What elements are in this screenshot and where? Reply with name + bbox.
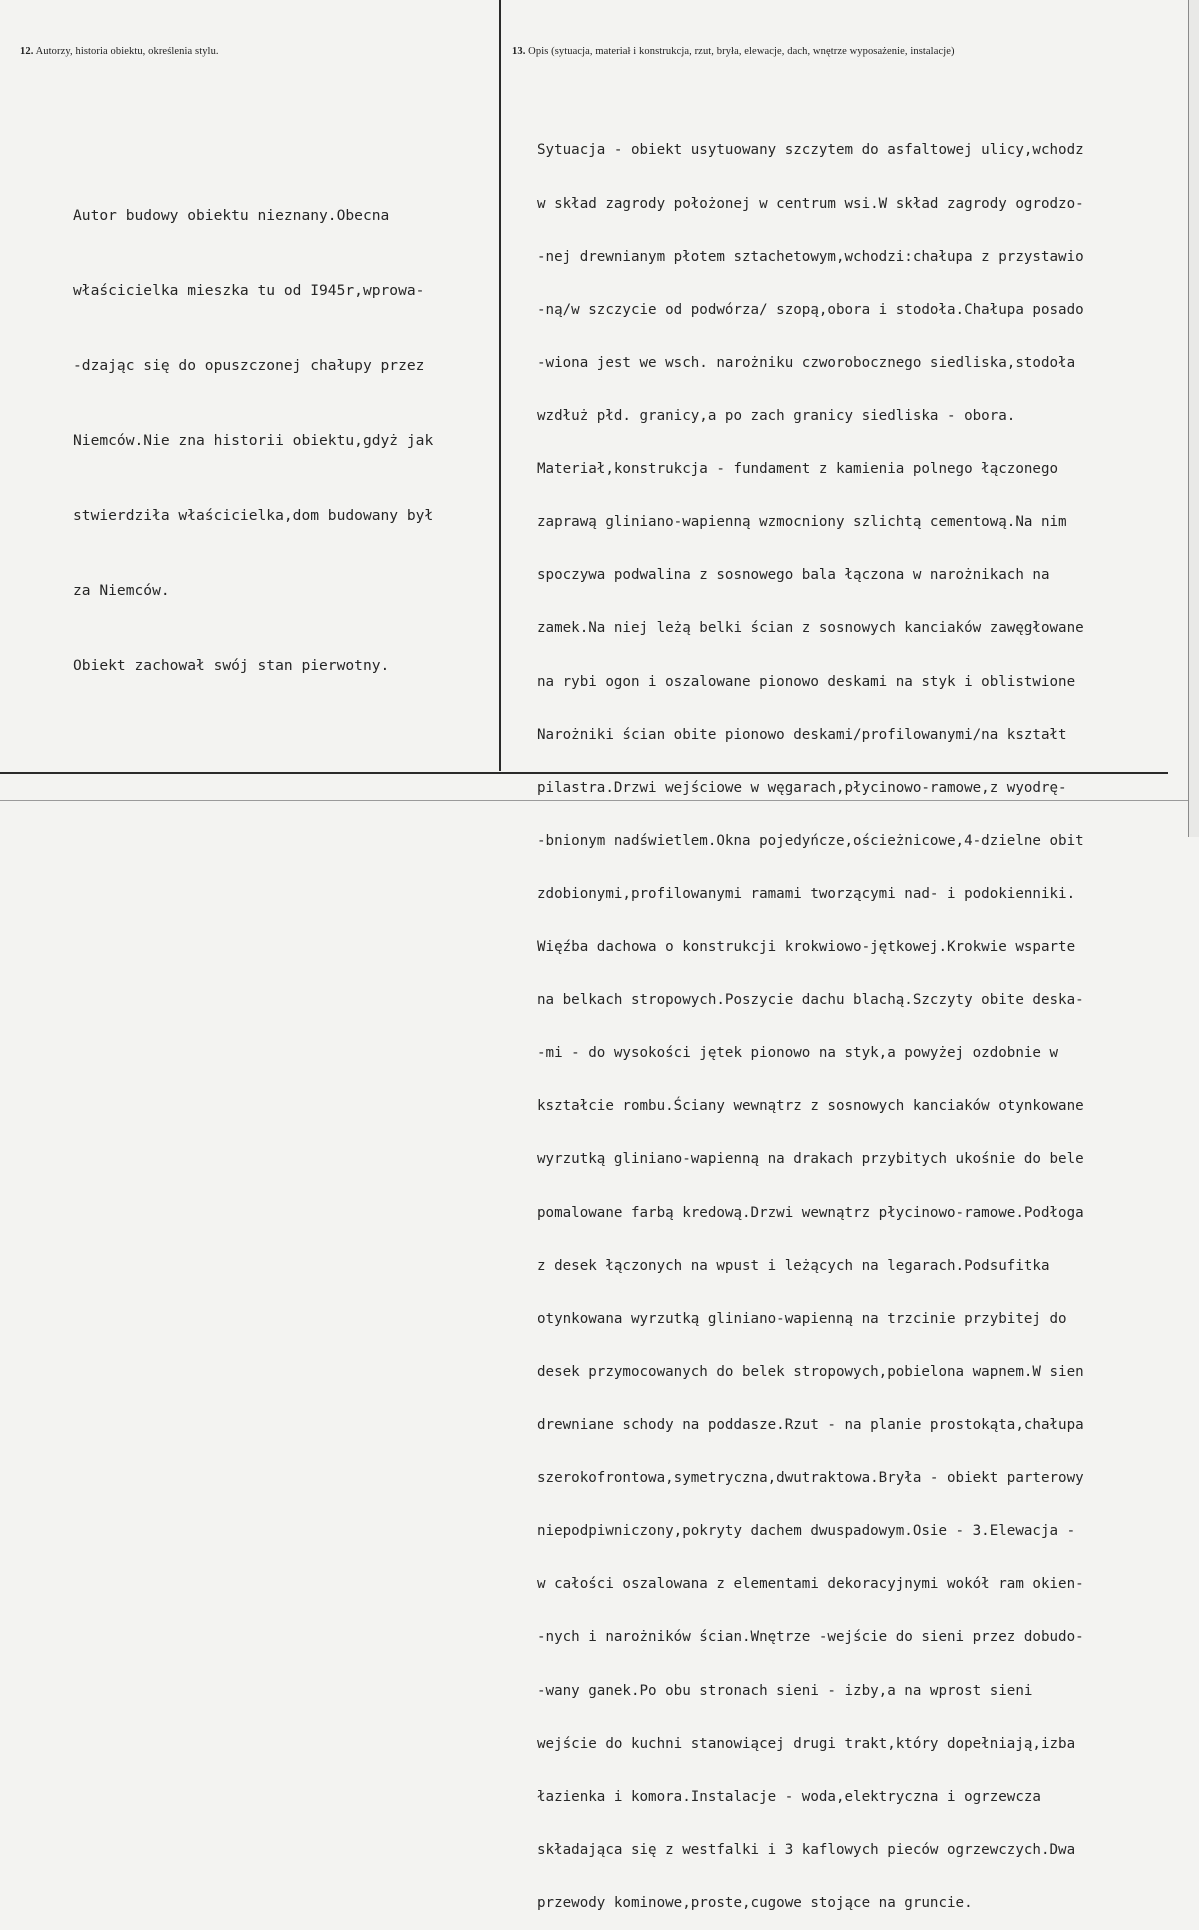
text-line: właścicielka mieszka tu od I945r,wprowa- bbox=[73, 282, 425, 299]
section-13-title: Opis (sytuacja, materiał i konstrukcja, rzut, bryła, elewacje, dach, wnętrze wyposażenie, instalacje) bbox=[528, 46, 955, 57]
text-line: zamek.Na niej leżą belki ścian z sosnowych kanciaków zawęgłowane bbox=[537, 620, 1084, 637]
text-line: szerokofrontowa,symetryczna,dwutraktowa.Bryła - obiekt parterowy bbox=[537, 1470, 1084, 1487]
text-line: Autor budowy obiektu nieznany.Obecna bbox=[73, 207, 390, 224]
text-line: Sytuacja - obiekt usytuowany szczytem do asfaltowej ulicy,wchodz bbox=[537, 142, 1084, 159]
text-line: drewniane schody na poddasze.Rzut - na planie prostokąta,chałupa bbox=[537, 1417, 1084, 1434]
text-line: spoczywa podwalina z sosnowego bala łączona w narożnikach na bbox=[537, 567, 1050, 584]
text-line: -dzając się do opuszczonej chałupy przez bbox=[73, 357, 425, 374]
text-line: Niemców.Nie zna historii obiektu,gdyż jak bbox=[73, 432, 434, 449]
page-edge bbox=[1188, 0, 1199, 837]
text-line: zaprawą gliniano-wapienną wzmocniony szlichtą cementową.Na nim bbox=[537, 514, 1067, 531]
text-line: w skład zagrody położonej w centrum wsi.W skład zagrody ogrodzo- bbox=[537, 195, 1084, 212]
text-line: Materiał,konstrukcja - fundament z kamienia polnego łączonego bbox=[537, 461, 1059, 478]
text-line: pomalowane farbą kredową.Drzwi wewnątrz płycinowo-ramowe.Podłoga bbox=[537, 1204, 1084, 1221]
text-line: -mi - do wysokości jętek pionowo na styk,a powyżej ozdobnie w bbox=[537, 1045, 1059, 1062]
text-line: za Niemców. bbox=[73, 582, 170, 599]
text-line: w całości oszalowana z elementami dekoracyjnymi wokół ram okien- bbox=[537, 1576, 1084, 1593]
text-line: na rybi ogon i oszalowane pionowo deskami na styk i oblistwione bbox=[537, 673, 1076, 690]
text-line: -bnionym nadświetlem.Okna pojedyńcze,ościeżnicowe,4-dzielne obit bbox=[537, 832, 1084, 849]
section-13-heading bbox=[512, 46, 955, 57]
section-13-number: 13. bbox=[512, 46, 526, 57]
text-line: stwierdziła właścicielka,dom budowany był bbox=[73, 507, 434, 524]
text-line: składająca się z westfalki i 3 kaflowych pieców ogrzewczych.Dwa bbox=[537, 1841, 1076, 1858]
text-line: Narożniki ścian obite pionowo deskami/profilowanymi/na kształt bbox=[537, 726, 1067, 743]
text-line: zdobionymi,profilowanymi ramami tworzącymi nad- i podokienniki. bbox=[537, 885, 1076, 902]
section-12-title: Autorzy, historia obiektu, określenia stylu. bbox=[35, 46, 219, 57]
text-line: z desek łączonych na wpust i leżących na legarach.Podsufitka bbox=[537, 1257, 1050, 1274]
text-line: łazienka i komora.Instalacje - woda,elektryczna i ogrzewcza bbox=[537, 1788, 1041, 1805]
text-line: pilastra.Drzwi wejściowe w węgarach,płycinowo-ramowe,z wyodrę- bbox=[537, 779, 1067, 796]
text-line: niepodpiwniczony,pokryty dachem dwuspadowym.Osie - 3.Elewacja - bbox=[537, 1523, 1076, 1540]
text-line: -wiona jest we wsch. narożniku czworobocznego siedliska,stodoła bbox=[537, 354, 1076, 371]
text-line: -nych i narożników ścian.Wnętrze -wejście do sieni przez dobudo- bbox=[537, 1629, 1084, 1646]
text-line: na belkach stropowych.Poszycie dachu blachą.Szczyty obite deska- bbox=[537, 992, 1084, 1009]
section-12-number: 12. bbox=[20, 46, 34, 57]
text-line: wzdłuż płd. granicy,a po zach granicy siedliska - obora. bbox=[537, 407, 1016, 424]
text-line: Więźba dachowa o konstrukcji krokwiowo-jętkowej.Krokwie wsparte bbox=[537, 939, 1076, 956]
section-12-heading bbox=[20, 46, 219, 57]
text-line: -nej drewnianym płotem sztachetowym,wchodzi:chałupa z przystawio bbox=[537, 248, 1084, 265]
text-line: wejście do kuchni stanowiącej drugi trakt,który dopełniają,izba bbox=[537, 1735, 1076, 1752]
text-line: kształcie rombu.Ściany wewnątrz z sosnowych kanciaków otynkowane bbox=[537, 1098, 1084, 1115]
text-line: -ną/w szczycie od podwórza/ szopą,obora i stodoła.Chałupa posado bbox=[537, 301, 1084, 318]
column-divider bbox=[499, 0, 501, 771]
author-history-text bbox=[73, 153, 433, 703]
text-line: wyrzutką gliniano-wapienną na drakach przybitych ukośnie do bele bbox=[537, 1151, 1084, 1168]
text-line: przewody kominowe,proste,cugowe stojące na gruncie. bbox=[537, 1895, 973, 1912]
text-line: -wany ganek.Po obu stronach sieni - izby,a na wprost sieni bbox=[537, 1682, 1033, 1699]
description-text bbox=[537, 107, 1084, 1930]
text-line: Obiekt zachował swój stan pierwotny. bbox=[73, 657, 390, 674]
text-line: otynkowana wyrzutką gliniano-wapienną na trzcinie przybitej do bbox=[537, 1310, 1067, 1327]
text-line: desek przymocowanych do belek stropowych,pobielona wapnem.W sien bbox=[537, 1363, 1084, 1380]
